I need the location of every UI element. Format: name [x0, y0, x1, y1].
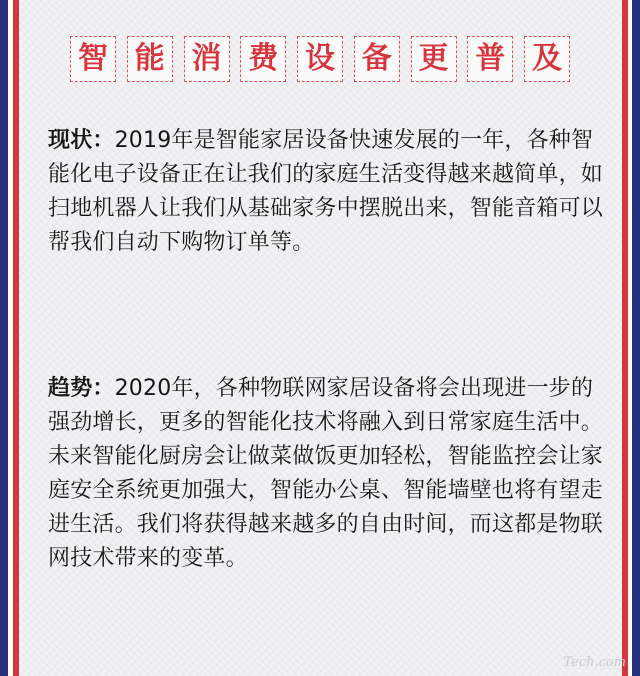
page-title: [70, 36, 570, 82]
watermark: Tech.com: [563, 655, 626, 670]
title-char: 智: [70, 36, 116, 82]
status-section: [48, 124, 604, 260]
right-blue-stripe: [632, 0, 640, 676]
title-char: 消: [184, 36, 230, 82]
left-red-stripe: [13, 0, 19, 676]
title-char: 费: [240, 36, 286, 82]
trend-text: 2020年，各种物联网家居设备将会出现进一步的强劲增长，更多的智能化技术将融入到日常家庭生活中。未来智能化厨房会让做菜做饭更加轻松，智能监控会让家庭安全系统更加强大，智能办公桌、智能墙壁也将有望走进生活。我们将获得越来越多的自由时间，而这都是物联网技术带来的变革。: [48, 376, 604, 571]
left-blue-stripe: [0, 0, 8, 676]
status-label: 现状：: [48, 128, 115, 153]
status-text: 2019年是智能家居设备快速发展的一年，各种智能化电子设备正在让我们的家庭生活变得越来越简单，如扫地机器人让我们从基础家务中摆脱出来，智能音箱可以帮我们自动下购物订单等。: [48, 128, 604, 255]
title-char: 及: [524, 36, 570, 82]
trend-label: 趋势：: [48, 376, 115, 401]
title-char: 更: [411, 36, 457, 82]
title-char: 备: [354, 36, 400, 82]
trend-section: [48, 372, 604, 576]
title-char: 普: [467, 36, 513, 82]
title-char: 设: [297, 36, 343, 82]
title-char: 能: [127, 36, 173, 82]
